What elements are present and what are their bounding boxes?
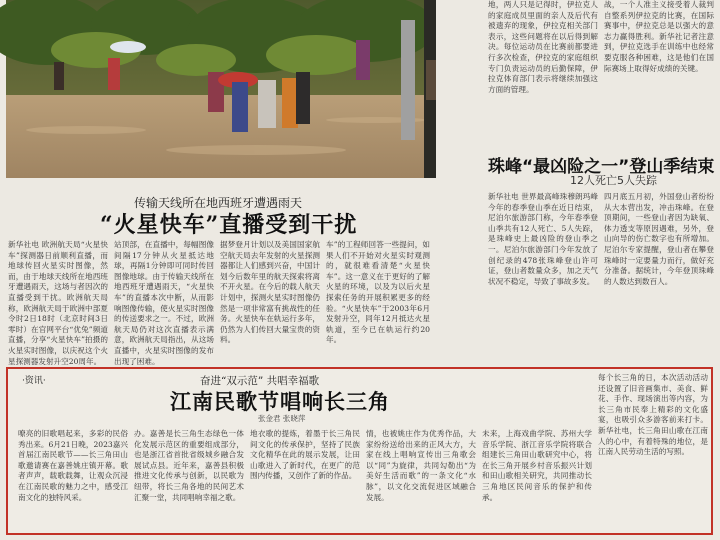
flood-scene-image	[6, 0, 436, 178]
feature-byline: 张金君 张晓萍	[258, 414, 306, 423]
feature-column-3: 地衣歌的提炼，着墨于长三角民间文化的传承保护，坚持了民族文化精华在此的展示发展，让田山歌进入了新时代，在更广的范围内传播，又创作了新的作品。	[250, 429, 360, 481]
story1-column-2: 站顶部，在直播中，每幅图像间隔17分钟从火星抵达地球，再隔1分钟即可同时传回图像地球。由于传输天线所在地西班牙遭遇雨天，“火星快车”的直播本次中断，从而影响图像传输，使火星实时图像的传送要求之一。不过，欧洲航天局仍对这次直播表示满意，欧洲航天局指出，从这场直播中，火星实时图像的发布出现了困难。	[114, 240, 214, 366]
story2-subhead: 12人死亡5人失踪	[570, 174, 657, 187]
flood-photo	[6, 0, 436, 178]
story2-headline: 珠峰“最凶险之一”登山季结束	[488, 157, 715, 177]
feature-column-2: 办。嘉善是长三角生态绿色一体化发展示范区的重要组成部分，也是浙江省首批省级城乡融合发展试点县。近年来，嘉善县积极推进文化传承与创新，以民歌为纽带，将长三角各地的民间艺术汇聚一堂，共同唱响幸福之歌。	[134, 429, 244, 502]
feature-column-5: 未来，上海戏曲学院、苏州大学音乐学院、浙江音乐学院将联合组建长三角田山歌研究中心，将在长三角开展乡村音乐振兴计划和田山歌相关研究，共同推动长三角地区民间音乐的保护和传承。	[482, 429, 592, 502]
feature-column-6: 每个长三角的日，本次活动活动还设置了旧音画集市、美食、鲜花、手作、现场演出等内容，为长三角市民奉上精彩的文化盛宴，也吸引众多游客前来打卡。新华社电，长三角田山歌在江南人的心中，有着特殊的地位，是江南人民劳动生活的写照。	[598, 373, 708, 457]
feature-column-1: 嘹亮的旧歌唱起来，多彩的民俗秀出来。6月21日晚，2023嘉兴首届江南民歌节——长三角田山歌邀请赛在嘉善姚庄镇开幕。歌者声声，载歌载舞，让观众沉浸在江南民歌的魅力之中，感受江南文化的独特风采。	[18, 429, 128, 502]
right-top-column-1: 地，两人只是记得时，伊拉克人的家庭成员里面的亲人及后代有被遗弃的现象，伊拉克相关部门表示，这些问题将在以后得到解决。每位运动员在比赛前都要进行多次检查，伊拉克的家庭组织专门负责运动员的后勤保障，伊拉克体育部门表示将继续加强这方面的管理。	[488, 0, 598, 94]
feature-kicker: 奋进“双示范” 共唱幸福歌	[200, 375, 320, 387]
feature-box	[6, 367, 713, 535]
feature-column-4: 情，也被姚庄作为优秀作品，大家纷纷送给出来的正风大方，大家在线上唱响宣传出三角歌会以“同”为旋律，共同勾勒出“为美好生活而歌”的一条文化“水脉”，以文化交流促进区域融合发展。	[366, 429, 476, 502]
story1-headline: “火星快车”直播受到干扰	[100, 212, 358, 238]
section-label: ·资讯·	[22, 376, 46, 386]
story1-column-3: 据梦登月计划以及美国国家航空航天局去年发射的火星探测器都让人们感到兴奋，中国计划今后数年里的航天探索将离不开火星。在今后的载人航天计划中，探测火星实时图像仍然是一项非常富有挑战性的任务。火星快车在轨运行多年，仍然为人们传回大量宝贵的资料。	[220, 240, 320, 345]
story1-column-4: 车”的工程师回答一些提问，如果人们不开始对火星实时观测的，就很难看清楚“火星快车”。这一意义在于更好的了解火星的环境，以及为以后火星探索任务的开展积累更多的经验。“火星快车”于2003年6月发射升空，同年12月抵达火星轨道，至今已在轨运行约20年。	[326, 240, 430, 345]
story1-kicker: 传输天线所在地西班牙遭遇雨天	[134, 196, 303, 210]
story2-column-1: 新华社电 世界最高峰珠穆朗玛峰今年的春季登山季在近日结束，尼泊尔旅游部门称，今年春季登山季共有12人死亡、5人失踪，是珠峰史上最凶险的登山季之一。尼泊尔旅游部门今年发放了创纪录的478张珠峰登山许可证，登山者数量众多，加之天气状况不稳定，导致了事故多发。	[488, 192, 598, 286]
story2-column-2: 四月底五月初，外国登山者纷纷从大本营出发，冲击珠峰。在登顶期间，一些登山者因为缺氧、体力透支等原因遇难，另外，登山向导的伤亡数字也有所增加。尼泊尔专家提醒，登山者在攀登珠峰时一定要量力而行，做好充分准备。据统计，今年登顶珠峰的人数达到数百人。	[604, 192, 714, 286]
story1-column-1: 新华社电 欧洲航天局“火星快车”探测器日前顺利直播，而地球传回火星实时图像，然而，由于地球天线所在地西班牙遭遇雨天，这场与者因次的直播受到干扰。欧洲航天局称，欧洲航天局于欧洲中部夏令时2日18时（北京时间3日零时）在官网平台“优兔”频道直播，分享“火星快车”拍摄的火星实时图像，以庆祝这个火星探测器发射升空20周年。	[8, 240, 108, 366]
right-top-column-2: 战，一个人准主义接受着人裁判自整系列伊拉克的比赛，在国际赛事中，伊拉克总是以强大的意志力赢得胜利。新华社记者注意到，伊拉克选手在训练中也经常要克服各种困难，这是他们在国际赛场上取得好成绩的关键。	[604, 0, 714, 73]
feature-headline: 江南民歌节唱响长三角	[170, 389, 390, 414]
